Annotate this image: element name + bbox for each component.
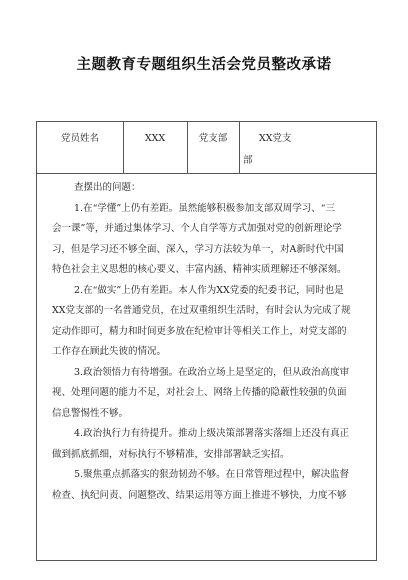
body-line: 5.聚焦重点抓落实的狠劲韧劲不够。在日常管理过程中，解决监督 bbox=[74, 469, 350, 480]
branch-value bbox=[239, 130, 398, 147]
document-title: 主题教育专题组织生活会党员整改承诺 bbox=[76, 56, 332, 73]
name-label: 党员姓名 bbox=[60, 133, 99, 144]
branch-value-line1: XX党支 bbox=[259, 133, 292, 144]
branch-value-line2: 部 bbox=[243, 155, 253, 166]
body-line: 做到抓底抓细，对标执行不够精准，安排部署缺乏实招。 bbox=[52, 448, 290, 460]
body-line: 检查、执纪问责、问题整改、结果运用等方面上推进不够快，力度不够 bbox=[52, 489, 347, 501]
commitment-table bbox=[36, 121, 377, 561]
body-line: 查摆出的问题： bbox=[74, 182, 141, 193]
problem-list bbox=[37, 178, 376, 506]
body-line: 信息警惕性不够。 bbox=[52, 407, 129, 419]
body-line: 1.在“学懂”上仍有差距。虽然能够积极参加支部双周学习、“三 bbox=[74, 202, 336, 214]
body-line: 特色社会主义思想的核心要义、丰富内涵、精神实质理解还不够深刻。 bbox=[52, 264, 347, 275]
table-header-row bbox=[37, 122, 376, 174]
body-line: 会一课”等，并通过集体学习、个人自学等方式加强对党的创新理论学 bbox=[52, 223, 342, 234]
body-line: XX党支部的一名普通党员，在过双重组织生活时，有时会认为完成了规 bbox=[52, 305, 351, 316]
body-line: 工作存在顾此失彼的情况。 bbox=[52, 346, 167, 357]
body-line: 4.政治执行力有待提升。推动上级决策部署落实落细上还没有真正 bbox=[74, 428, 350, 439]
body-line: 习，但是学习还不够全面、深入，学习方法较为单一，对A新时代中国 bbox=[52, 243, 344, 255]
body-line: 2.在“做实”上仍有差距。本人作为XX党委的纪委书记，同时也是 bbox=[74, 284, 344, 296]
name-value: XXX bbox=[144, 133, 166, 144]
branch-label: 党支部 bbox=[198, 133, 228, 144]
body-line: 3.政治领悟力有待增强。在政治立场上是坚定的，但从政治高度审 bbox=[74, 366, 350, 378]
body-line: 视、处理问题的能力不足，对社会上、网络上传播的隐蔽性较强的负面 bbox=[52, 387, 347, 398]
body-line: 定动作即可，精力和时间更多放在纪检审计等相关工作上，对党支部的 bbox=[52, 325, 347, 337]
